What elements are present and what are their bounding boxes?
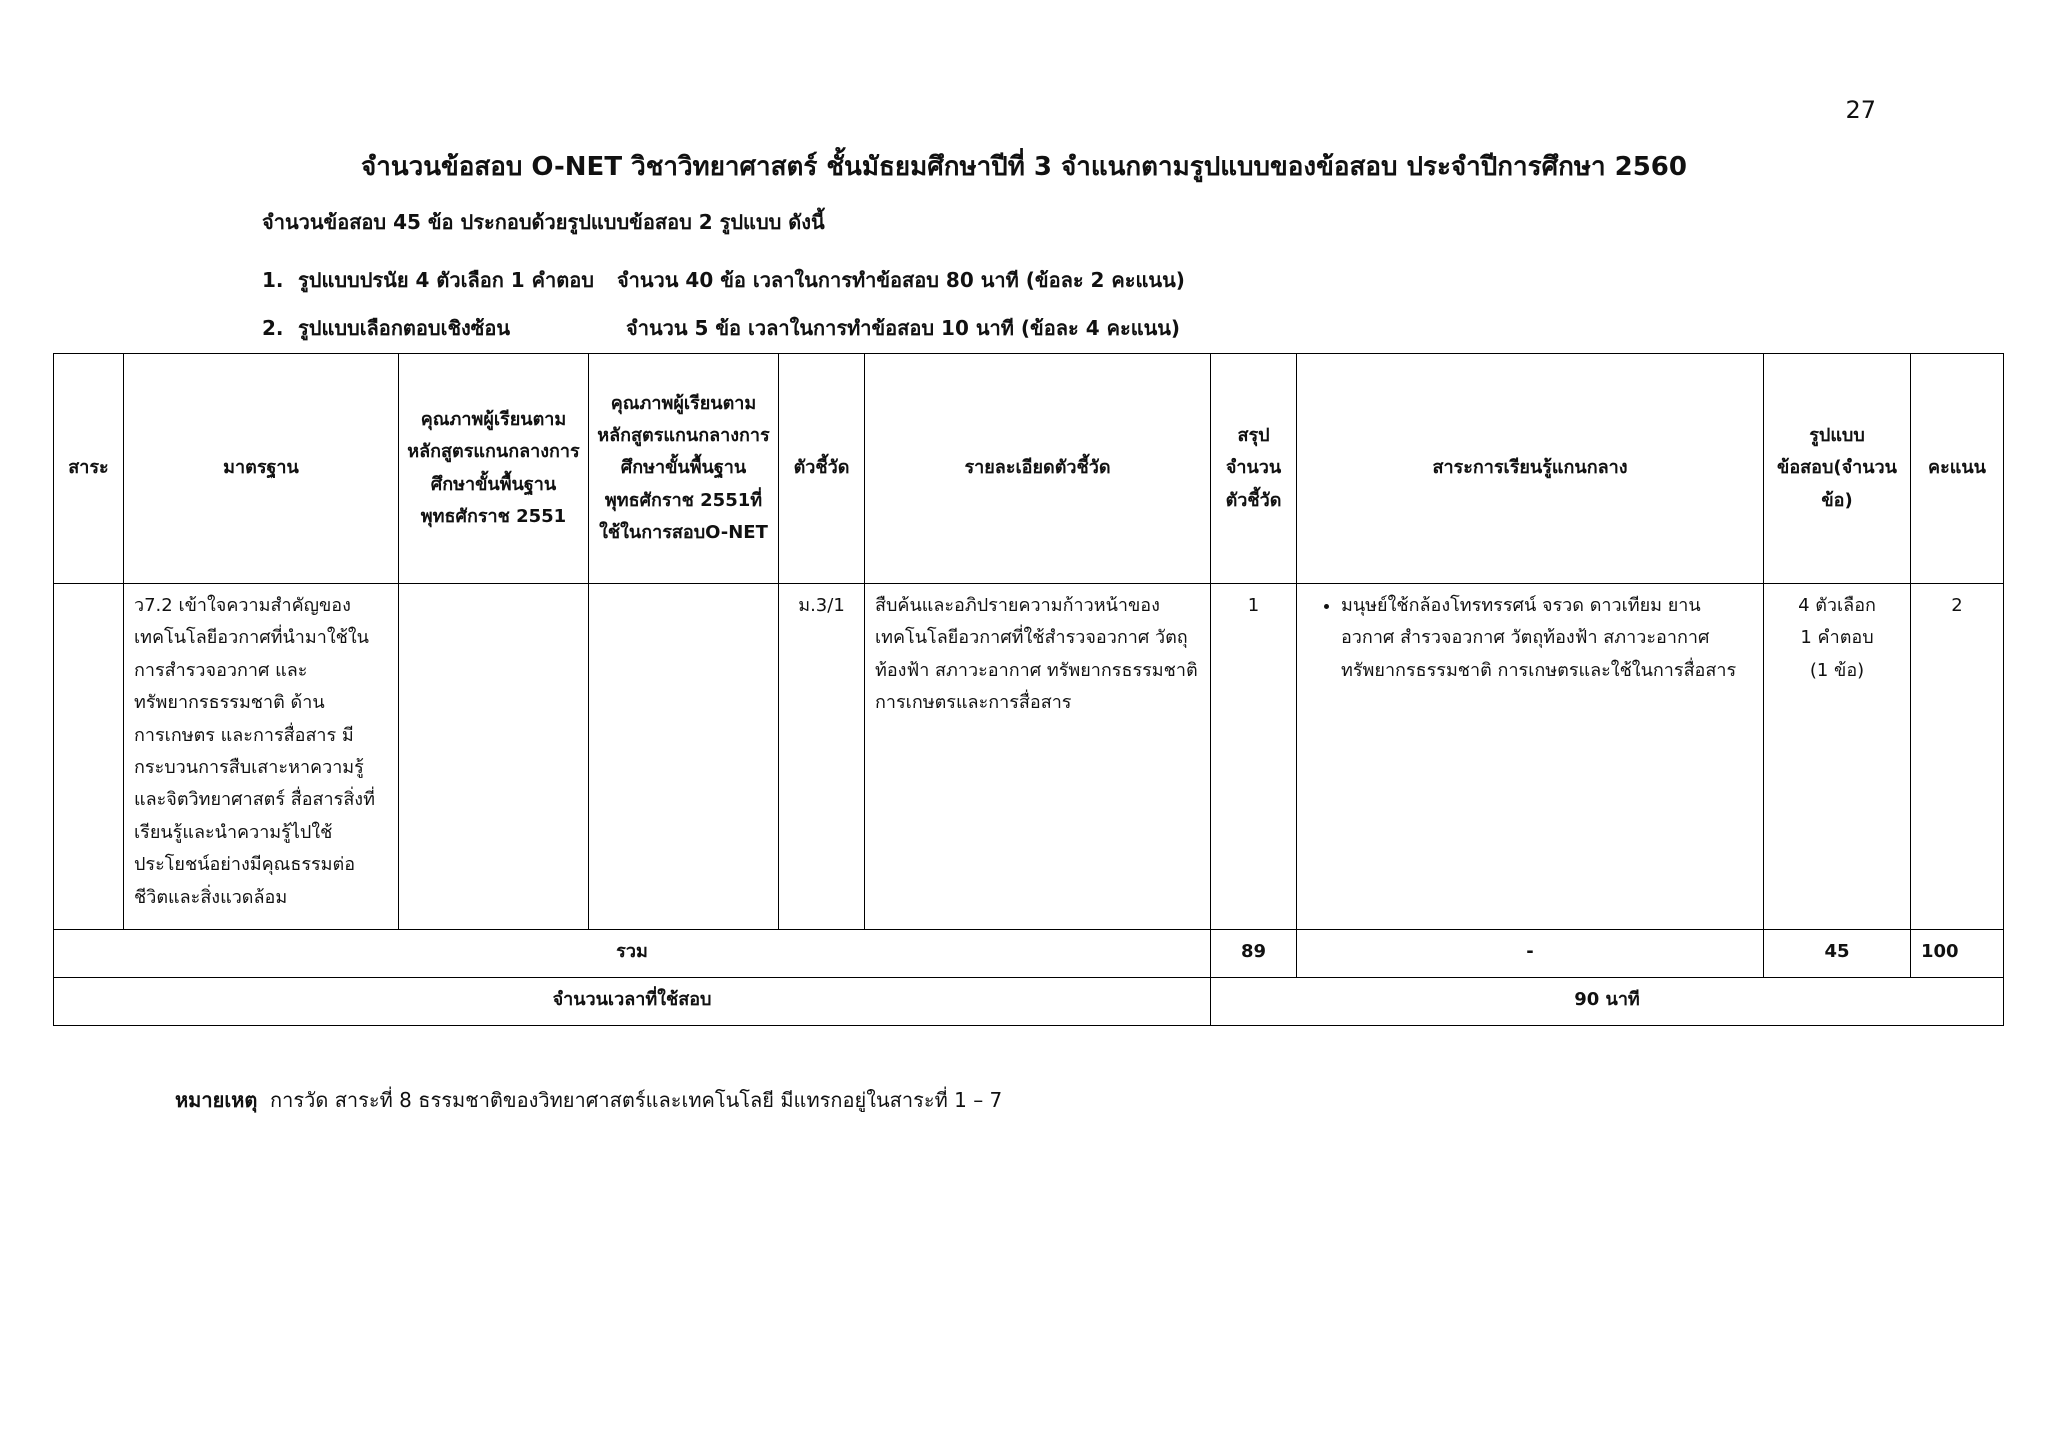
total-row [54,930,2004,978]
format-name: รูปแบบเลือกตอบเชิงซ้อน [298,316,511,340]
header-quality-exam: คุณภาพผู้เรียนตามหลักสูตรแกนกลางการศึกษาขั้นพื้นฐานพุทธศักราช 2551ที่ใช้ในการสอบO-NET [589,354,779,584]
format-detail: จำนวน 5 ข้อ เวลาในการทำข้อสอบ 10 นาที (ข้อละ 4 คะแนน) [626,316,1181,340]
total-label: รวม [54,930,1211,978]
total-items: 45 [1764,930,1911,978]
intro-text: จำนวนข้อสอบ 45 ข้อ ประกอบด้วยรูปแบบข้อสอบ 2 รูปแบบ ดังนี้ [262,210,825,234]
cell-item-format: 4 ตัวเลือก 1 คำตอบ (1 ข้อ) [1764,584,1911,930]
format-detail: จำนวน 40 ข้อ เวลาในการทำข้อสอบ 80 นาที (ข้อละ 2 คะแนน) [616,268,1185,292]
time-label: จำนวนเวลาที่ใช้สอบ [54,978,1211,1026]
document-title: จำนวนข้อสอบ O-NET วิชาวิทยาศาสตร์ ชั้นมัธยมศึกษาปีที่ 3 จำแนกตามรูปแบบของข้อสอบ ประจำปีการศึกษา 2560 [361,152,1687,182]
cell-strand [54,584,124,930]
cell-core-content [1297,584,1764,930]
total-score: 100 [1911,930,2004,978]
cell-score: 2 [1911,584,2004,930]
header-score: คะแนน [1911,354,2004,584]
header-strand: สาระ [54,354,124,584]
footnote-text: การวัด สาระที่ 8 ธรรมชาติของวิทยาศาสตร์และเทคโนโลยี มีแทรกอยู่ในสาระที่ 1 – 7 [270,1088,1003,1112]
header-core-content: สาระการเรียนรู้แกนกลาง [1297,354,1764,584]
header-quality-core: คุณภาพผู้เรียนตามหลักสูตรแกนกลางการศึกษาขั้นพื้นฐานพุทธศักราช 2551 [399,354,589,584]
time-value: 90 นาที [1211,978,2004,1026]
format-name: รูปแบบปรนัย 4 ตัวเลือก 1 คำตอบ [298,268,594,292]
header-row [54,354,2004,584]
header-standard: มาตรฐาน [124,354,399,584]
header-indicator: ตัวชี้วัด [779,354,865,584]
header-indicator-detail: รายละเอียดตัวชี้วัด [865,354,1211,584]
header-item-format: รูปแบบข้อสอบ(จำนวนข้อ) [1764,354,1911,584]
cell-indicator-detail: สืบค้นและอภิปรายความก้าวหน้าของเทคโนโลยีอวกาศที่ใช้สำรวจอวกาศ วัตถุท้องฟ้า สภาวะอากาศ ทรัพยากรธรรมชาติ การเกษตรและการสื่อสาร [865,584,1211,930]
total-indicator-count: 89 [1211,930,1297,978]
table-row [54,584,2004,930]
page-number: 27 [1845,96,1876,124]
header-indicator-count: สรุปจำนวนตัวชี้วัด [1211,354,1297,584]
cell-quality-core [399,584,589,930]
list-item: • มนุษย์ใช้กล้องโทรทรรศน์ จรวด ดาวเทียม ยานอวกาศ สำรวจอวกาศ วัตถุท้องฟ้า สภาวะอากาศ ทรัพยากรธรรมชาติ การเกษตรและใช้ในการสื่อสาร [1341,590,1753,687]
footnote [175,1084,1002,1116]
format-item-1 [262,264,1185,296]
cell-quality-exam [589,584,779,930]
cell-indicator: ม.3/1 [779,584,865,930]
core-content-list [1307,590,1753,687]
total-core-content: - [1297,930,1764,978]
format-number: 2. [262,316,284,340]
cell-indicator-count: 1 [1211,584,1297,930]
time-row [54,978,2004,1026]
format-item-2 [262,312,1181,344]
format-number: 1. [262,268,284,292]
footnote-label: หมายเหตุ [175,1088,258,1112]
exam-table [53,353,2004,1026]
cell-standard: ว7.2 เข้าใจความสำคัญของเทคโนโลยีอวกาศที่นำมาใช้ในการสำรวจอวกาศ และทรัพยากรธรรมชาติ ด้านการเกษตร และการสื่อสาร มีกระบวนการสืบเสาะหาความรู้และจิตวิทยาศาสตร์ สื่อสารสิ่งที่เรียนรู้และนำความรู้ไปใช้ประโยชน์อย่างมีคุณธรรมต่อชีวิตและสิ่งแวดล้อม [124,584,399,930]
